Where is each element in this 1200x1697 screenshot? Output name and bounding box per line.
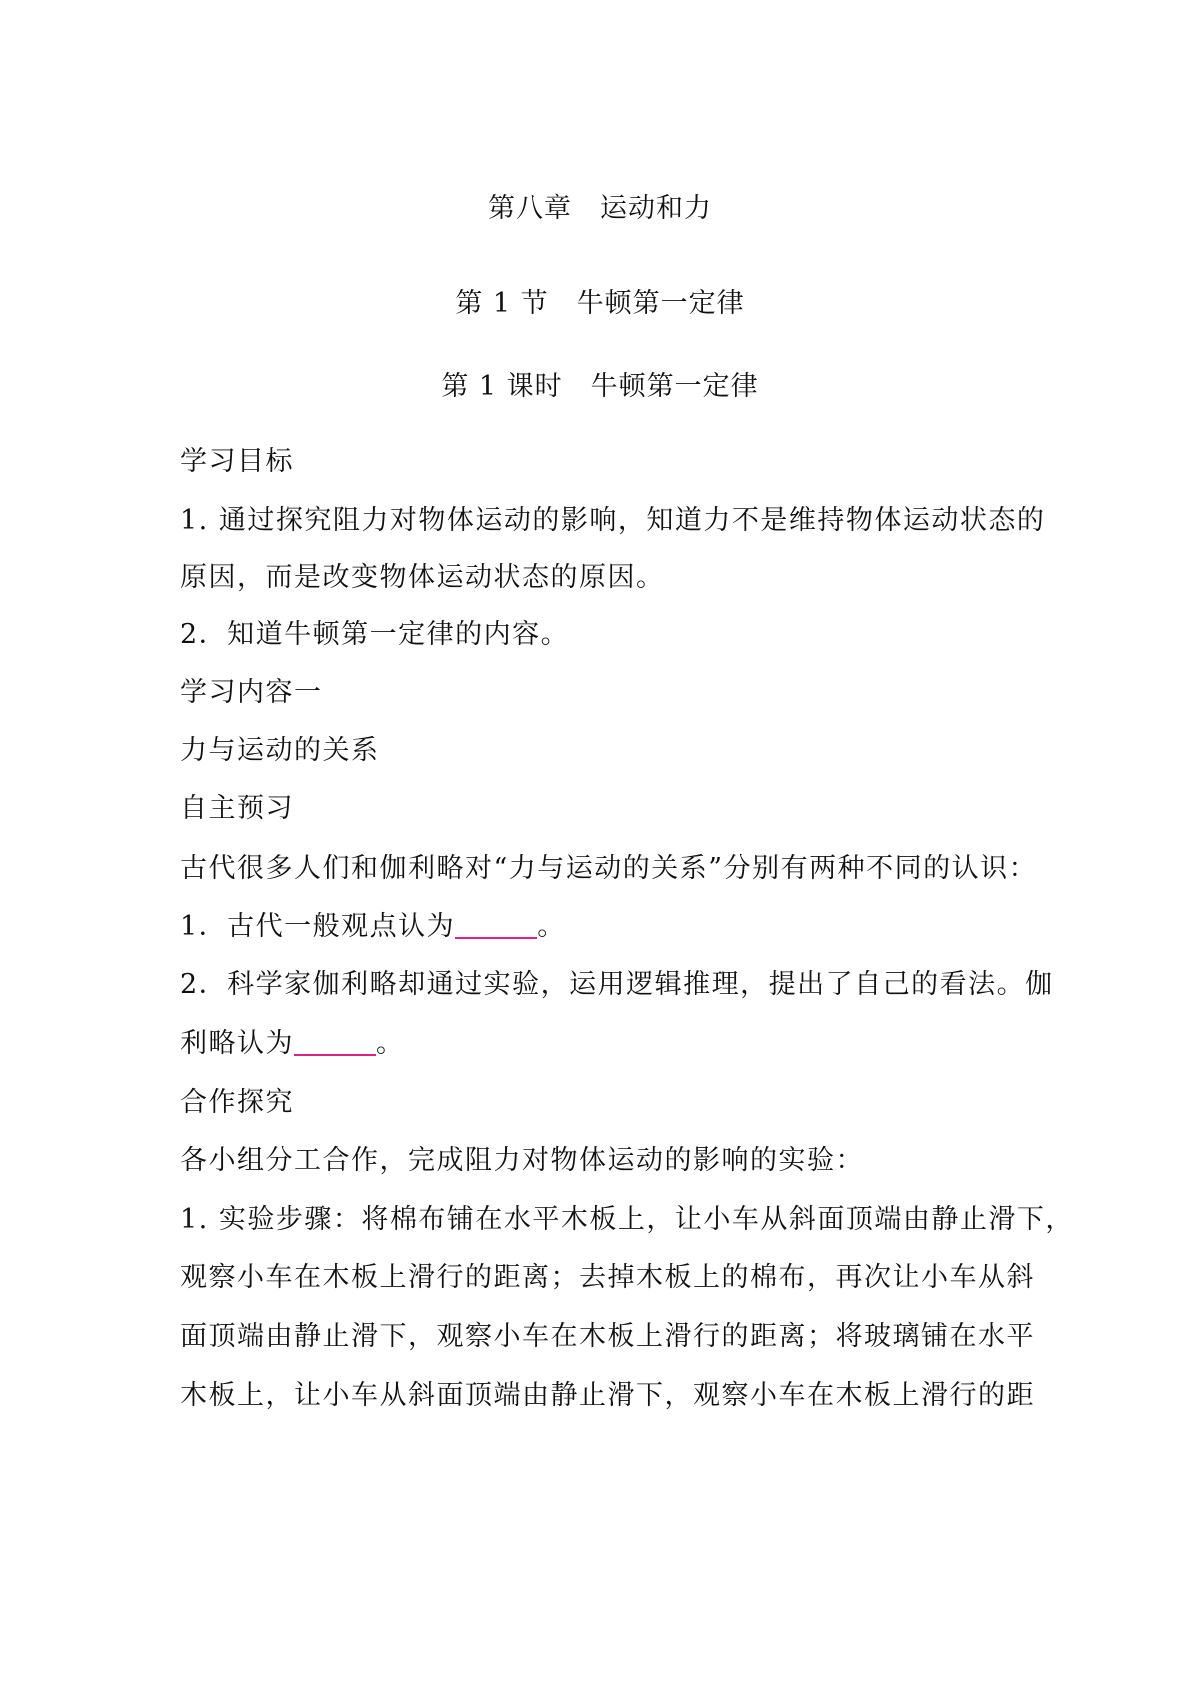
question-1-suffix: 。: [537, 911, 566, 942]
objectives-heading: 学习目标: [180, 446, 294, 477]
objective-1-line-1: 1. 通过探究阻力对物体运动的影响，知道力不是维持物体运动状态的: [180, 505, 1046, 536]
experiment-step-line-1: 1. 实验步骤：将棉布铺在水平木板上，让小车从斜面顶端由静止滑下，: [180, 1204, 1074, 1235]
objective-2: 2．知道牛顿第一定律的内容。: [180, 619, 570, 650]
explore-heading: 合作探究: [180, 1087, 294, 1118]
content-heading: 学习内容一: [180, 677, 323, 708]
content-topic: 力与运动的关系: [180, 735, 380, 766]
question-1-prefix: 1．古代一般观点认为: [180, 911, 456, 942]
answer-blank-2[interactable]: [294, 1026, 376, 1056]
chapter-title: 第八章 运动和力: [488, 193, 712, 224]
preview-question-2-line-2: [180, 1026, 1040, 1062]
preview-question-1: [180, 909, 1040, 945]
explore-intro: 各小组分工合作，完成阻力对物体运动的影响的实验：: [180, 1145, 864, 1176]
experiment-step-line-4: 木板上，让小车从斜面顶端由静止滑下，观察小车在木板上滑行的距: [180, 1380, 1035, 1411]
section-title: 第 1 节 牛顿第一定律: [455, 288, 745, 319]
preview-heading: 自主预习: [180, 793, 294, 824]
preview-question-2-line-1: 2．科学家伽利略却通过实验，运用逻辑推理，提出了自己的看法。伽: [180, 969, 1054, 1000]
question-2-suffix: 。: [376, 1028, 405, 1059]
preview-intro: 古代很多人们和伽利略对“力与运动的关系”分别有两种不同的认识：: [180, 853, 1038, 884]
lesson-title: 第 1 课时 牛顿第一定律: [441, 371, 759, 402]
question-2-prefix: 利略认为: [180, 1028, 294, 1059]
objective-1-line-2: 原因，而是改变物体运动状态的原因。: [180, 562, 665, 593]
experiment-step-line-3: 面顶端由静止滑下，观察小车在木板上滑行的距离；将玻璃铺在水平: [180, 1321, 1035, 1352]
experiment-step-line-2: 观察小车在木板上滑行的距离；去掉木板上的棉布，再次让小车从斜: [180, 1262, 1035, 1293]
answer-blank-1[interactable]: [455, 909, 537, 939]
